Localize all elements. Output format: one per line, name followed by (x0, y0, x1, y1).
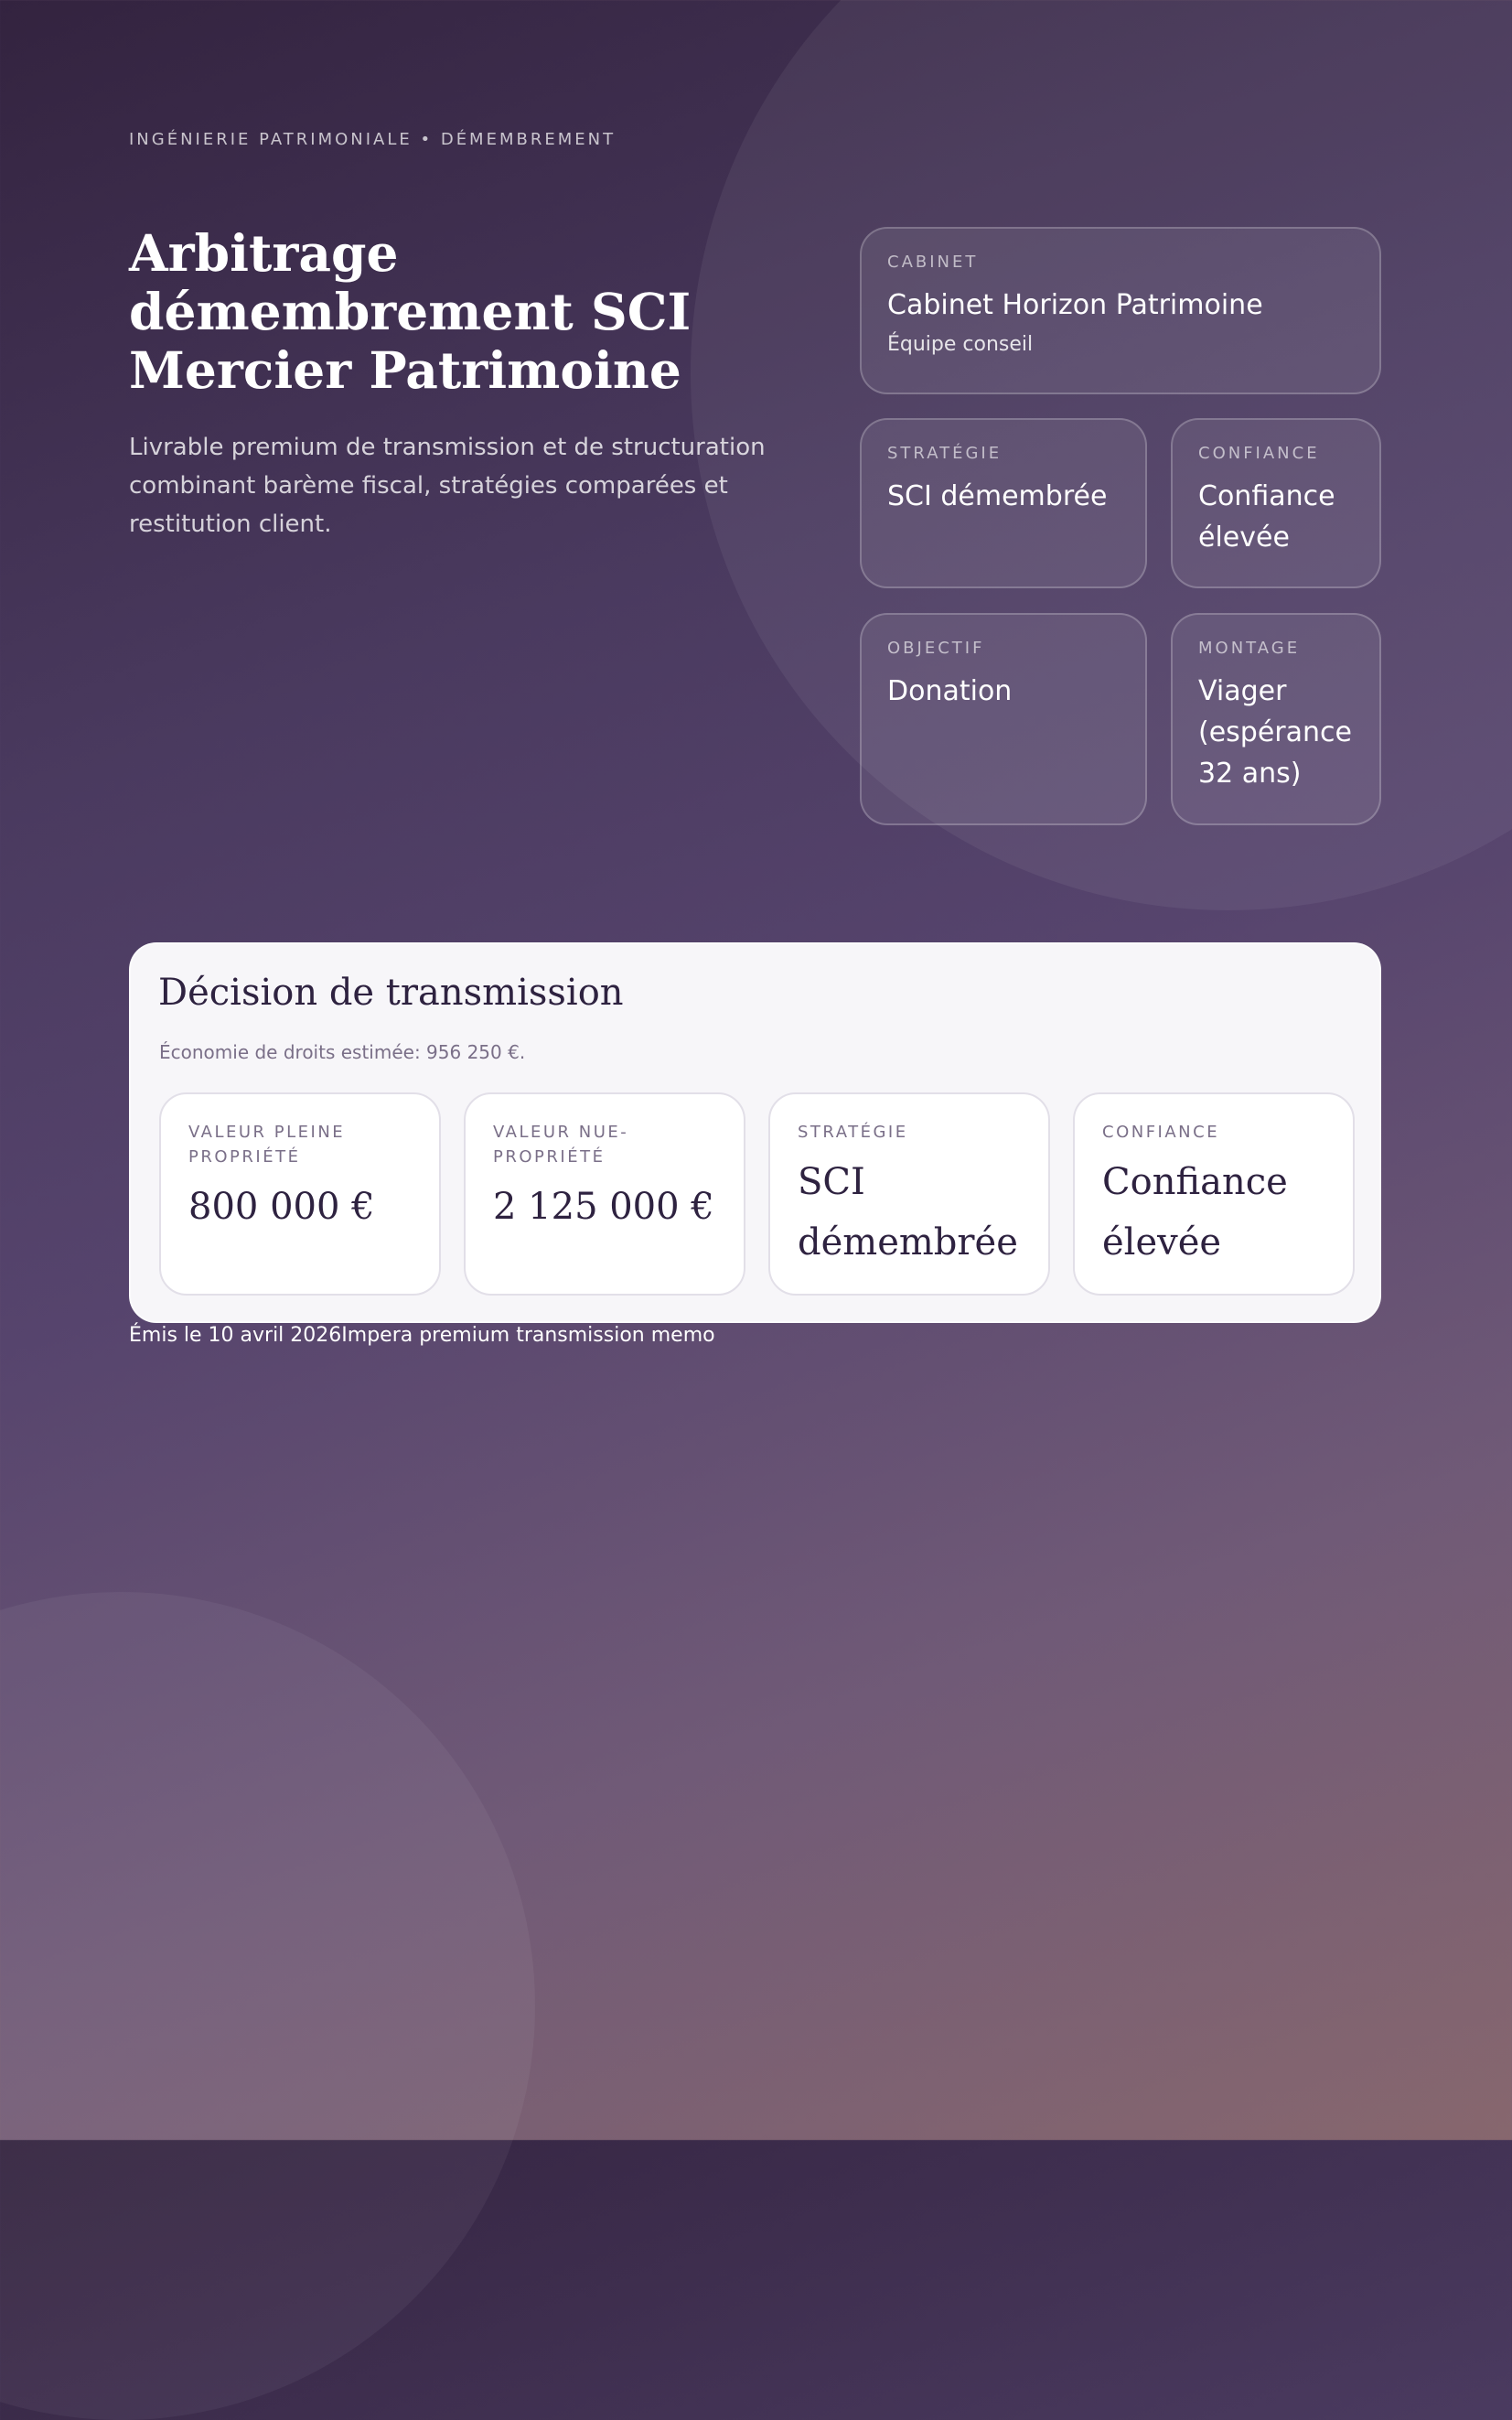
metric-card-strategy (768, 1092, 1050, 1296)
setup-label: MONTAGE (1198, 639, 1301, 658)
goal-value: Donation (887, 675, 1013, 707)
metric-label: VALEUR PLEINE PROPRIÉTÉ (188, 1123, 346, 1167)
decision-panel (129, 942, 1381, 1323)
issued-date: Émis le 10 avril 2026 (129, 1324, 342, 1347)
metric-card-confidence (1073, 1092, 1355, 1296)
metric-value: Confiance élevée (1102, 1161, 1288, 1264)
cabinet-label: CABINET (887, 253, 979, 272)
footer (129, 1324, 715, 1347)
metric-label: CONFIANCE (1102, 1123, 1220, 1142)
strategy-label: STRATÉGIE (887, 444, 1003, 463)
metric-value: 2 125 000 € (493, 1186, 714, 1228)
metric-value: 800 000 € (188, 1186, 375, 1228)
strategy-card (860, 418, 1147, 588)
metric-value: SCI démembrée (798, 1161, 1018, 1264)
trust-value: Confiance élevée (1198, 480, 1335, 554)
goal-label: OBJECTIF (887, 639, 985, 658)
footer-brand: Impera premium transmission memo (341, 1324, 715, 1347)
kicker: INGÉNIERIE PATRIMONIALE • DÉMEMBREMENT (129, 130, 617, 149)
decision-title: Décision de transmission (158, 972, 624, 1014)
trust-label: CONFIANCE (1198, 444, 1320, 463)
background-circle-bottom (0, 1592, 535, 2420)
goal-card (860, 613, 1147, 825)
cabinet-card (860, 227, 1381, 394)
page-title: Arbitrage démembrement SCI Mercier Patrimoine (129, 223, 692, 400)
metric-card-full-ownership (159, 1092, 441, 1296)
page-subtitle: Livrable premium de transmission et de structuration combinant barème fiscal, stratégies comparées et restitution client. (129, 434, 766, 538)
metric-card-bare-ownership (464, 1092, 745, 1296)
setup-card (1171, 613, 1381, 825)
metric-label: STRATÉGIE (798, 1123, 908, 1142)
metric-label: VALEUR NUE-PROPRIÉTÉ (493, 1123, 629, 1167)
strategy-value: SCI démembrée (887, 480, 1108, 512)
cabinet-sub: Équipe conseil (887, 333, 1034, 356)
setup-value: Viager (espérance 32 ans) (1198, 675, 1352, 790)
trust-card (1171, 418, 1381, 588)
decision-note: Économie de droits estimée: 956 250 €. (159, 1041, 526, 1063)
cabinet-value: Cabinet Horizon Patrimoine (887, 289, 1263, 321)
